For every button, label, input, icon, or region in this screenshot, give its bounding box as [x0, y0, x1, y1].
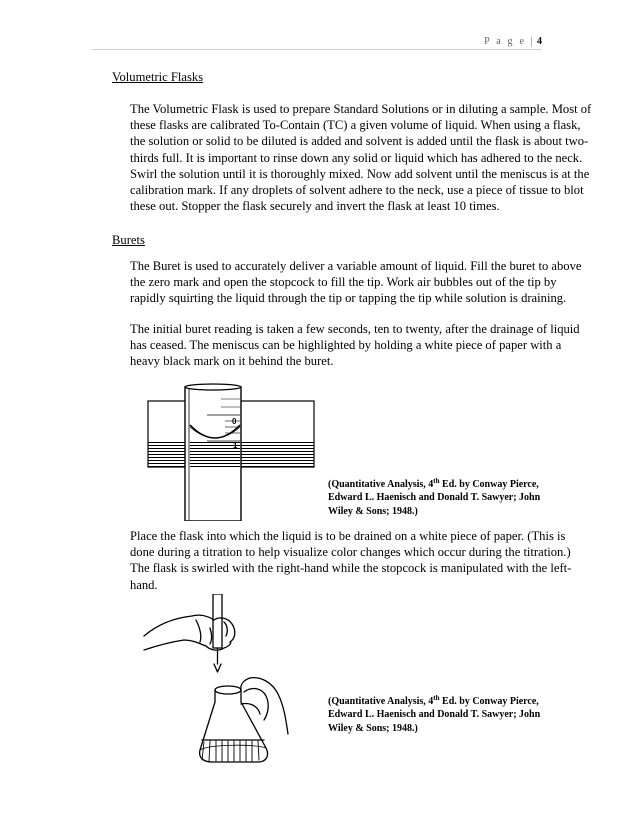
figure-2-caption	[328, 695, 558, 735]
volumetric-flasks-paragraph: The Volumetric Flask is used to prepare Standard Solutions or in diluting a sample. Most of these flasks are calibrated To-Contain (TC) a given volume of liquid. When using a flask, the solution or solid to be diluted is added and solvent is added until the flask is about two-thirds full. It is important to rinse down any solid or liquid which has adhered to the neck. Swirl the solution until it is thoroughly mixed. Now add solvent until the meniscus is at the calibration mark. If any droplets of solvent adhere to the neck, use a piece of tissue to blot these out. Stopper the flask securely and invert the flask at least 10 times.	[130, 102, 592, 214]
header-rule	[92, 49, 542, 50]
burets-heading: Burets	[112, 233, 145, 247]
scale-label-1: 1	[233, 441, 238, 450]
figure-1-caption	[328, 478, 558, 518]
caption-1-suffix: Ed. by Conway Pierce, Edward L. Haenisch and Donald T. Sawyer; John Wiley & Sons; 1948.)	[328, 479, 541, 517]
burets-paragraph-1: The Buret is used to accurately deliver a variable amount of liquid. Fill the buret to above the zero mark and open the stopcock to fill the tip. Work air bubbles out of the tip by rapidly squirting the liquid through the tip or tapping the tip while solution is draining.	[130, 259, 582, 306]
caption-2-prefix: (Quantitative Analysis, 4	[328, 696, 434, 707]
volumetric-flasks-heading: Volumetric Flasks	[112, 70, 204, 84]
titration-hands-figure	[140, 594, 290, 766]
page-header	[484, 36, 542, 47]
caption-1-prefix: (Quantitative Analysis, 4	[328, 479, 434, 490]
caption-1-superscript: th	[433, 477, 440, 485]
scale-label-0: 0	[232, 417, 237, 426]
page-label: P a g e	[484, 36, 527, 47]
buret-meniscus-figure	[147, 381, 315, 521]
page-number: 4	[537, 36, 542, 47]
caption-2-suffix: Ed. by Conway Pierce, Edward L. Haenisch and Donald T. Sawyer; John Wiley & Sons; 1948.)	[328, 696, 541, 734]
burets-paragraph-2: The initial buret reading is taken a few seconds, ten to twenty, after the drainage of liquid has ceased. The meniscus can be highlighted by holding a white piece of paper with a heavy black mark on it behind the buret.	[130, 322, 580, 369]
burets-paragraph-3: Place the flask into which the liquid is to be drained on a white piece of paper. (This is done during a titration to help visualize color changes which occur during the titration.) The flask is swirled with the right-hand while the stopcock is manipulated with the left-hand.	[130, 529, 572, 592]
page-separator: |	[530, 36, 535, 47]
caption-2-superscript: th	[433, 694, 440, 702]
